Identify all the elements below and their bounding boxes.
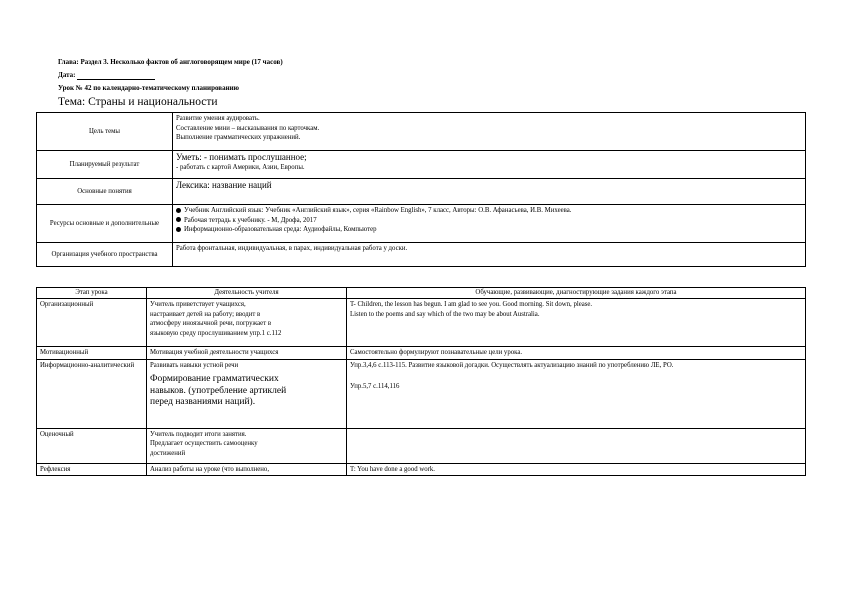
bullet-icon [176, 227, 181, 232]
concepts-label: Основные понятия [37, 179, 173, 205]
teacher-activity: Учитель подводит итоги занятия. Предлагает осуществить самооценку достижений [147, 428, 347, 463]
resources-row [37, 205, 806, 243]
stage-label: Оценочный [37, 428, 147, 463]
lesson-plan-table [36, 112, 806, 267]
result-row [37, 151, 806, 179]
stage-tasks [347, 428, 806, 463]
stage-tasks: T- Children, the lesson has begun. I am glad to see you. Good morning. Sit down, please. Listen to the poems and say which of the two may be about Australia. [347, 299, 806, 347]
stage-row-motivational [37, 347, 806, 360]
stage-tasks: Самостоятельно формулируют познавательные цели урока. [347, 347, 806, 360]
header-teacher: Деятельность учителя [147, 288, 347, 299]
goal-row [37, 113, 806, 151]
chapter-line: Глава: Раздел 3. Несколько фактов об англоговорящем мире (17 часов) [58, 58, 283, 66]
teacher-activity: Анализ работы на уроке (что выполнено, [147, 463, 347, 476]
teacher-activity: Учитель приветствует учащихся, настраивает детей на работу; вводит в атмосферу иноязычной речи, погружает в языковую среду прослушиванием упр.1 с.112 [147, 299, 347, 347]
result-content: Уметь: - понимать прослушанное; - работать с картой Америки, Азии, Европы. [173, 151, 806, 179]
stage-row-informational [37, 359, 806, 428]
stage-label: Мотивационный [37, 347, 147, 360]
resources-label: Ресурсы основные и дополнительные [37, 205, 173, 243]
concepts-content: Лексика: название наций [173, 179, 806, 205]
stage-label: Информационно-аналитический [37, 359, 147, 428]
goal-label: Цель темы [37, 113, 173, 151]
resources-content: Учебник Английский язык: Учебник «Английский язык», серия «Rainbow English», 7 класс, Авторы: О.В. Афанасьева, И.В. Михеева. Рабочая тетрадь к учебнику. - М, Дрофа, 2017 Информационно-образовательная среда: Аудиофайлы, Компьютер [173, 205, 806, 243]
page-title: Тема: Страны и национальности [58, 96, 218, 108]
stage-row-organizational [37, 299, 806, 347]
stage-row-evaluation [37, 428, 806, 463]
space-label: Организация учебного пространства [37, 243, 173, 267]
date-blank [77, 72, 155, 80]
lesson-stages-table [36, 287, 806, 476]
teacher-activity: Развивать навыки устной речи Формирование грамматических навыков. (употребление артиклей перед названиями наций). [147, 359, 347, 428]
stage-tasks: T: You have done a good work. [347, 463, 806, 476]
date-line: Дата: [58, 71, 155, 80]
stage-label: Рефлексия [37, 463, 147, 476]
goal-content: Развитие умения аудировать. Составление мини – высказывания по карточкам. Выполнение грамматических упражнений. [173, 113, 806, 151]
result-label: Планируемый результат [37, 151, 173, 179]
header-tasks: Обучающие, развивающие, диагностирующие задания каждого этапа [347, 288, 806, 299]
stages-header-row [37, 288, 806, 299]
concepts-row [37, 179, 806, 205]
stage-row-reflection [37, 463, 806, 476]
bullet-icon [176, 208, 181, 213]
bullet-icon [176, 217, 181, 222]
space-row [37, 243, 806, 267]
lesson-line: Урок № 42 по календарно-тематическому планированию [58, 84, 239, 92]
stage-label: Организационный [37, 299, 147, 347]
space-content: Работа фронтальная, индивидуальная, в парах, индивидуальная работа у доски. [173, 243, 806, 267]
header-stage: Этап урока [37, 288, 147, 299]
stage-tasks: Упр.3,4,6 с.113-115. Развитие языковой догадки. Осуществлять актуализацию знаний по употреблению ЛЕ, РО. Упр.5,7 с.114,116 [347, 359, 806, 428]
teacher-activity: Мотивация учебной деятельности учащихся [147, 347, 347, 360]
